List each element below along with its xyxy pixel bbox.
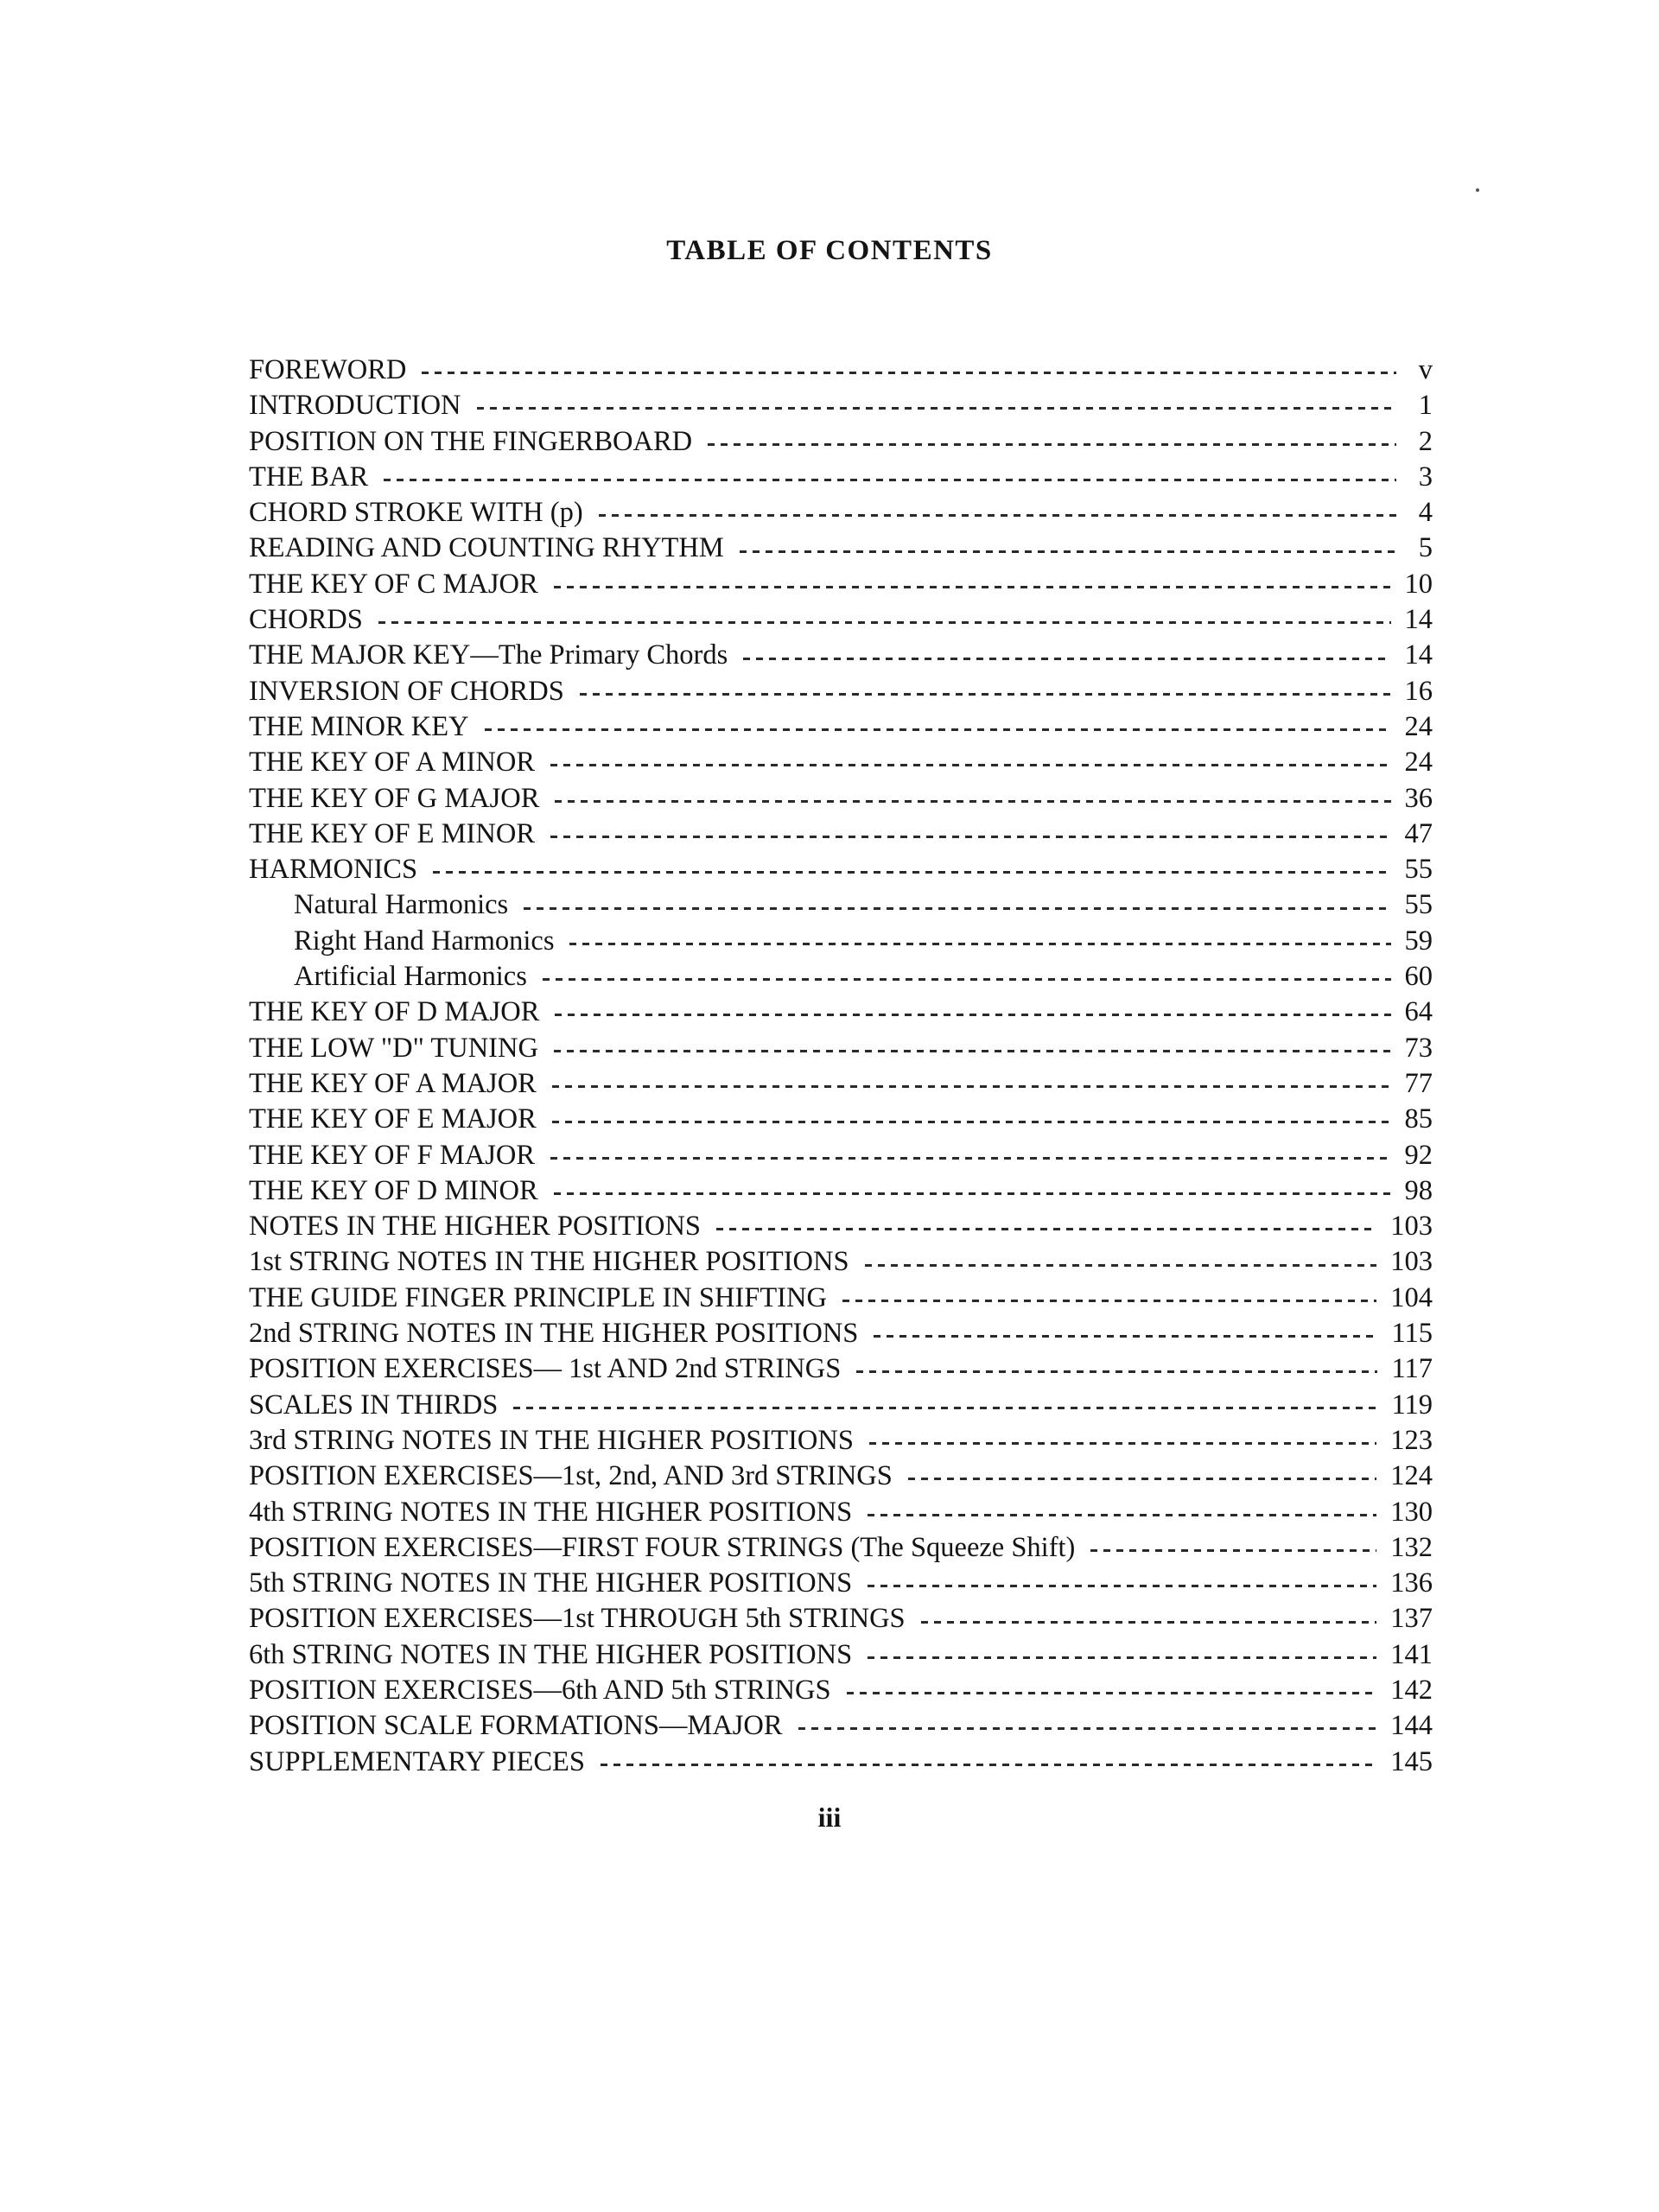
entry-page-number: 47 bbox=[1404, 817, 1433, 849]
toc-entry bbox=[249, 567, 1433, 602]
entry-title: POSITION EXERCISES— 1st AND 2nd STRINGS bbox=[249, 1353, 842, 1385]
toc-entry bbox=[249, 1031, 1433, 1066]
entry-page-number: 145 bbox=[1390, 1745, 1433, 1777]
dotted-leader bbox=[908, 1478, 1376, 1480]
toc-entry bbox=[249, 1066, 1433, 1102]
entry-page-number: 141 bbox=[1390, 1638, 1433, 1670]
entry-title: 3rd STRING NOTES IN THE HIGHER POSITIONS bbox=[249, 1424, 854, 1456]
toc-entry bbox=[249, 852, 1433, 887]
entry-title: THE BAR bbox=[249, 461, 369, 493]
entry-title: Natural Harmonics bbox=[294, 889, 509, 921]
table-of-contents bbox=[249, 353, 1433, 1780]
toc-entry bbox=[249, 1244, 1433, 1280]
toc-entry bbox=[249, 424, 1433, 460]
entry-page-number: 104 bbox=[1390, 1281, 1433, 1313]
entry-title: POSITION EXERCISES—6th AND 5th STRINGS bbox=[249, 1674, 831, 1706]
toc-entry bbox=[249, 1530, 1433, 1566]
dotted-leader bbox=[554, 1192, 1391, 1195]
dotted-leader bbox=[842, 1300, 1376, 1302]
toc-entry bbox=[249, 638, 1433, 673]
entry-page-number: 24 bbox=[1404, 747, 1433, 779]
entry-page-number: 136 bbox=[1390, 1567, 1433, 1599]
entry-title: THE LOW "D" TUNING bbox=[249, 1032, 538, 1064]
toc-entry bbox=[249, 674, 1433, 709]
dotted-leader bbox=[477, 407, 1396, 410]
entry-title: POSITION SCALE FORMATIONS—MAJOR bbox=[249, 1710, 783, 1742]
dotted-leader bbox=[384, 479, 1396, 481]
dotted-leader bbox=[740, 550, 1396, 553]
toc-entry bbox=[249, 495, 1433, 531]
entry-title: POSITION EXERCISES—1st THROUGH 5th STRINGS bbox=[249, 1603, 906, 1635]
toc-entry bbox=[249, 1138, 1433, 1173]
toc-entry bbox=[249, 1566, 1433, 1601]
entry-title: HARMONICS bbox=[249, 854, 418, 886]
dotted-leader bbox=[865, 1264, 1377, 1267]
dotted-leader bbox=[552, 1121, 1391, 1123]
dotted-leader bbox=[874, 1335, 1377, 1338]
entry-page-number: 24 bbox=[1404, 710, 1433, 742]
entry-title: Artificial Harmonics bbox=[294, 961, 527, 993]
entry-title: THE KEY OF D MINOR bbox=[249, 1174, 538, 1206]
entry-title: Right Hand Harmonics bbox=[294, 925, 555, 957]
dotted-leader bbox=[554, 586, 1391, 588]
entry-title: 1st STRING NOTES IN THE HIGHER POSITIONS bbox=[249, 1246, 849, 1278]
toc-entry bbox=[249, 602, 1433, 638]
entry-page-number: 64 bbox=[1404, 996, 1433, 1028]
entry-page-number: 55 bbox=[1404, 854, 1433, 886]
entry-page-number: 3 bbox=[1418, 461, 1433, 493]
entry-title: THE KEY OF D MAJOR bbox=[249, 996, 540, 1028]
dotted-leader bbox=[921, 1621, 1377, 1624]
toc-entry bbox=[249, 1673, 1433, 1708]
dotted-leader bbox=[708, 443, 1396, 446]
entry-page-number: 77 bbox=[1404, 1067, 1433, 1099]
toc-entry bbox=[249, 709, 1433, 745]
entry-page-number: 132 bbox=[1390, 1531, 1433, 1563]
entry-title: INVERSION OF CHORDS bbox=[249, 675, 564, 707]
toc-entry bbox=[249, 1601, 1433, 1637]
dotted-leader bbox=[555, 1014, 1390, 1016]
dotted-leader bbox=[550, 836, 1391, 838]
dotted-leader bbox=[601, 1764, 1376, 1766]
entry-page-number: 16 bbox=[1404, 675, 1433, 707]
entry-title: CHORDS bbox=[249, 604, 363, 636]
entry-title: THE KEY OF E MAJOR bbox=[249, 1103, 537, 1135]
entry-page-number: 1 bbox=[1418, 390, 1433, 422]
entry-page-number: 4 bbox=[1418, 497, 1433, 529]
toc-entry bbox=[249, 1637, 1433, 1673]
entry-page-number: 14 bbox=[1404, 639, 1433, 671]
entry-title: THE KEY OF C MAJOR bbox=[249, 568, 538, 600]
entry-title: THE KEY OF G MAJOR bbox=[249, 782, 540, 814]
entry-title: 4th STRING NOTES IN THE HIGHER POSITIONS bbox=[249, 1496, 853, 1528]
dotted-leader bbox=[569, 943, 1390, 945]
entry-page-number: 142 bbox=[1390, 1674, 1433, 1706]
page-title: TABLE OF CONTENTS bbox=[666, 235, 993, 266]
entry-page-number: 55 bbox=[1404, 889, 1433, 921]
entry-title: INTRODUCTION bbox=[249, 390, 461, 422]
dotted-leader bbox=[743, 658, 1390, 660]
entry-page-number: 98 bbox=[1404, 1174, 1433, 1206]
toc-entry bbox=[249, 745, 1433, 780]
toc-entry bbox=[249, 781, 1433, 817]
dotted-leader bbox=[580, 693, 1391, 696]
dotted-leader bbox=[868, 1514, 1376, 1516]
entry-page-number: 103 bbox=[1390, 1211, 1433, 1243]
toc-entry bbox=[249, 531, 1433, 566]
toc-entry bbox=[249, 353, 1433, 388]
paper-speck bbox=[1476, 188, 1479, 192]
entry-title: THE MAJOR KEY—The Primary Chords bbox=[249, 639, 728, 671]
entry-title: THE KEY OF E MINOR bbox=[249, 817, 535, 849]
entry-title: FOREWORD bbox=[249, 354, 407, 385]
dotted-leader bbox=[868, 1656, 1376, 1659]
toc-entry bbox=[249, 995, 1433, 1030]
dotted-leader bbox=[513, 1407, 1377, 1409]
toc-entry bbox=[249, 1708, 1433, 1744]
entry-page-number: 124 bbox=[1390, 1460, 1433, 1492]
dotted-leader bbox=[555, 800, 1390, 803]
entry-title: 5th STRING NOTES IN THE HIGHER POSITIONS bbox=[249, 1567, 853, 1599]
dotted-leader bbox=[378, 621, 1391, 624]
entry-title: THE KEY OF A MINOR bbox=[249, 747, 536, 779]
toc-entry bbox=[249, 1423, 1433, 1459]
entry-title: POSITION EXERCISES—1st, 2nd, AND 3rd STRINGS bbox=[249, 1460, 893, 1492]
dotted-leader bbox=[433, 871, 1390, 874]
entry-page-number: 137 bbox=[1390, 1603, 1433, 1635]
dotted-leader bbox=[868, 1585, 1376, 1587]
entry-page-number: 85 bbox=[1404, 1103, 1433, 1135]
toc-subentry bbox=[249, 924, 1433, 959]
toc-entry bbox=[249, 1745, 1433, 1780]
toc-entry bbox=[249, 1209, 1433, 1244]
dotted-leader bbox=[550, 1157, 1390, 1160]
entry-title: SCALES IN THIRDS bbox=[249, 1389, 499, 1421]
dotted-leader bbox=[1090, 1549, 1376, 1552]
entry-title: THE KEY OF A MAJOR bbox=[249, 1067, 537, 1099]
entry-title: POSITION EXERCISES—FIRST FOUR STRINGS (The Squeeze Shift) bbox=[249, 1531, 1076, 1563]
dotted-leader bbox=[552, 1085, 1391, 1088]
entry-page-number: 144 bbox=[1390, 1710, 1433, 1742]
toc-entry bbox=[249, 1173, 1433, 1209]
entry-page-number: 10 bbox=[1404, 568, 1433, 600]
dotted-leader bbox=[856, 1370, 1377, 1373]
dotted-leader bbox=[716, 1228, 1376, 1230]
dotted-leader bbox=[422, 372, 1396, 374]
entry-page-number: 92 bbox=[1404, 1139, 1433, 1171]
entry-page-number: 117 bbox=[1391, 1353, 1433, 1385]
toc-entry bbox=[249, 388, 1433, 423]
dotted-leader bbox=[543, 978, 1391, 981]
entry-title: 2nd STRING NOTES IN THE HIGHER POSITIONS bbox=[249, 1318, 859, 1350]
entry-page-number: 73 bbox=[1404, 1032, 1433, 1064]
dotted-leader bbox=[554, 1050, 1391, 1052]
toc-subentry bbox=[249, 959, 1433, 995]
entry-page-number: v bbox=[1418, 354, 1433, 385]
dotted-leader bbox=[524, 907, 1390, 910]
toc-entry bbox=[249, 1459, 1433, 1494]
entry-page-number: 2 bbox=[1418, 425, 1433, 457]
entry-title: 6th STRING NOTES IN THE HIGHER POSITIONS bbox=[249, 1638, 853, 1670]
toc-entry bbox=[249, 1316, 1433, 1351]
toc-entry bbox=[249, 1281, 1433, 1316]
entry-title: THE KEY OF F MAJOR bbox=[249, 1139, 536, 1171]
toc-entry bbox=[249, 817, 1433, 852]
dotted-leader bbox=[599, 514, 1396, 517]
entry-page-number: 103 bbox=[1390, 1246, 1433, 1278]
dotted-leader bbox=[869, 1442, 1376, 1445]
entry-page-number: 115 bbox=[1391, 1318, 1433, 1350]
toc-entry bbox=[249, 1388, 1433, 1423]
entry-page-number: 60 bbox=[1404, 961, 1433, 993]
entry-page-number: 5 bbox=[1418, 532, 1433, 564]
entry-page-number: 130 bbox=[1390, 1496, 1433, 1528]
toc-entry bbox=[249, 1102, 1433, 1137]
entry-title: THE GUIDE FINGER PRINCIPLE IN SHIFTING bbox=[249, 1281, 827, 1313]
entry-page-number: 14 bbox=[1404, 604, 1433, 636]
entry-page-number: 123 bbox=[1390, 1424, 1433, 1456]
entry-title: NOTES IN THE HIGHER POSITIONS bbox=[249, 1211, 701, 1243]
entry-title: SUPPLEMENTARY PIECES bbox=[249, 1745, 585, 1777]
entry-page-number: 36 bbox=[1404, 782, 1433, 814]
dotted-leader bbox=[550, 764, 1390, 766]
toc-entry bbox=[249, 460, 1433, 495]
page-number: iii bbox=[817, 1802, 842, 1833]
dotted-leader bbox=[485, 728, 1391, 731]
dotted-leader bbox=[798, 1727, 1377, 1730]
toc-entry bbox=[249, 1351, 1433, 1387]
dotted-leader bbox=[847, 1692, 1377, 1694]
entry-title: CHORD STROKE WITH (p) bbox=[249, 497, 583, 529]
entry-page-number: 59 bbox=[1404, 925, 1433, 957]
entry-title: READING AND COUNTING RHYTHM bbox=[249, 532, 724, 564]
entry-title: THE MINOR KEY bbox=[249, 710, 469, 742]
entry-page-number: 119 bbox=[1391, 1389, 1433, 1421]
entry-title: POSITION ON THE FINGERBOARD bbox=[249, 425, 693, 457]
toc-subentry bbox=[249, 887, 1433, 923]
toc-entry bbox=[249, 1495, 1433, 1530]
